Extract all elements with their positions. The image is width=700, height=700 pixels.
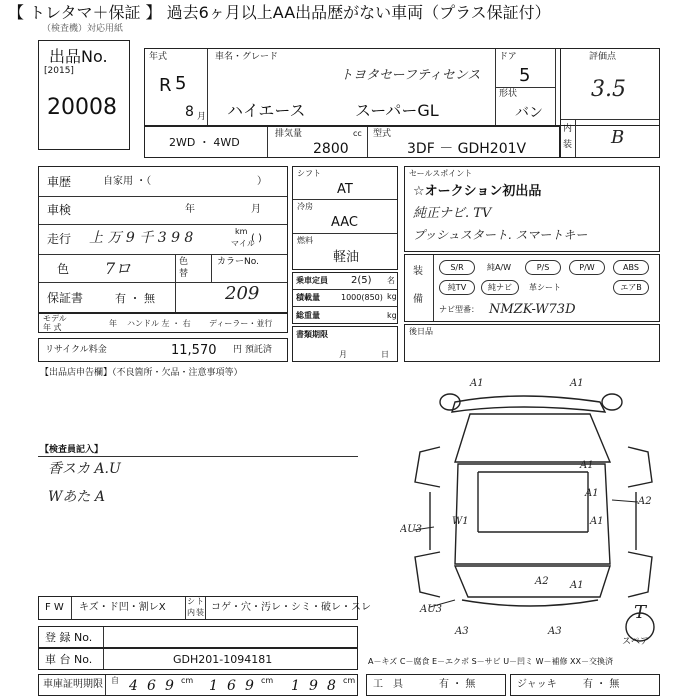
equip-airbag: エアB [613,280,649,295]
equip-power-steering: P/S [525,260,561,275]
cert-digit-5: 6 [227,678,236,694]
recycle-box [38,338,288,362]
capacity-label: 乗車定員 [296,276,328,285]
car-diagram [400,372,700,662]
drive-type: 2WD ・ 4WD [169,136,240,149]
spec-box [144,126,560,158]
cert-digit-4: 1 [209,678,218,694]
model-year-box [38,313,288,333]
navi-model-value: NMZK-W73D [489,302,576,317]
color-change-1: 色 [179,257,189,267]
mark-front-right: A1 [570,378,584,389]
color-code-value: 209 [225,283,260,304]
cert-digit-7: 1 [291,678,300,694]
sub-header: （検査機）対応用紙 [42,24,124,34]
color-label: 色 [57,262,70,276]
spare-mark: T [634,602,647,623]
right-mirror [602,394,622,410]
sales-point-line-2: 純正ナビ. TV [413,206,492,221]
cert-digit-3: 9 [165,678,174,694]
mileage-label: 走行 [47,232,72,246]
spare-label: スペア [622,637,650,647]
cert-unit-2: cm [261,676,274,685]
hood [455,414,610,462]
mark-right-side: A2 [638,496,652,507]
load-label: 積載量 [296,293,320,302]
tools-box [366,674,506,696]
cert-row [38,674,358,696]
shift-value: AT [337,182,353,197]
rear-label: 後日品 [409,327,433,336]
warranty-label: 保証書 [47,291,84,305]
mark-rear-right: A1 [570,580,584,591]
equip-alloy-wheels: 純A/W [486,263,512,272]
mileage-unit-mile: マイル [231,239,255,248]
mark-bumper-left: A3 [455,626,469,637]
mark-left-panel: W1 [452,516,469,527]
defect-items: キズ・ド凹・割レX [79,602,166,613]
mileage-paren: ( ) [251,233,262,244]
recycle-label: リサイクル料金 [45,345,107,355]
equip-power-windows: P/W [569,260,605,275]
sales-point-line-3: プッシュスタート. スマートキー [413,228,588,242]
recycle-unit: 円 預託済 [233,345,272,355]
displacement-label: 排気量 [275,129,303,139]
dealer-value: ディーラー・並行 [209,319,273,328]
model-year-label-2: 年 式 [43,323,62,332]
interior-value: B [611,127,625,148]
mark-bumper-right: A3 [548,626,562,637]
registration-day: 日 [381,350,389,359]
cert-unit-1: cm [181,676,194,685]
rear-box [404,324,660,362]
cert-digit-1: 4 [129,678,138,694]
gross-label: 総重量 [296,311,320,320]
reg-label: 登 録 No. [45,631,93,644]
equipment-label-1: 装 [413,266,423,277]
handle-value: ハンドル 左 ・ 右 [127,319,191,328]
lot-label: 出品No. [49,47,108,66]
mark-rear-center: A2 [535,576,549,587]
right-front-fender [628,447,652,487]
mark-front-left: A1 [470,378,484,389]
defect-seat-4: 装 [196,608,204,617]
capacity-value: 2(5) [351,275,372,286]
right-rear-fender [628,552,652,597]
defect-seat-3: 内 [187,608,195,617]
defect-seat-1: シ [187,597,195,606]
lot-number: 20008 [47,95,117,120]
equip-leather: 革シート [529,283,561,292]
mark-right-door: A1 [585,488,599,499]
mileage-unit-km: km [235,227,248,236]
gross-unit: kg [387,311,397,320]
color-value: 7ロ [105,259,132,278]
fuel-value: 軽油 [333,250,360,265]
interior-label-1: 内 [563,124,573,134]
defect-items-2: コゲ・穴・汚レ・シミ・破レ・スレ [211,602,371,613]
year-label: 年式 [149,52,168,62]
equip-tv: 純TV [439,280,475,295]
sales-point-box [404,166,660,252]
cert-digit-9: 8 [327,678,336,694]
front-bumper [452,396,605,412]
color-code-label: カラーNo. [217,257,259,267]
shape-value: バン [515,105,543,121]
info-box [38,166,288,313]
roof [478,472,588,532]
doors-value: 5 [519,65,531,86]
navi-model-label: ナビ型番： [439,305,479,314]
score-value: 3.5 [591,77,626,102]
mark-right-rear: A1 [590,516,604,527]
equip-navi: 純ナビ [481,280,519,295]
chassis-row [38,648,358,670]
cert-digit-8: 9 [309,678,318,694]
shape-label: 形状 [499,89,518,99]
sales-point-line-1: ☆オークション初出品 [413,184,542,199]
inspector-note-2: Wあた A [48,489,105,505]
recycle-value: 11,570 [171,343,217,358]
registration-month: 月 [339,350,347,359]
equip-abs: ABS [613,260,649,275]
jack-value: 有 ・ 無 [583,679,620,690]
name-handwritten: トヨタセーフティセンス [340,68,481,83]
grade-name: スーパーGL [355,101,439,120]
jack-box [510,674,660,696]
rear-bumper [462,600,598,606]
banner: 【 トレタマ＋保証 】 過去6ヶ月以上AA出品歴がない車両（プラス保証付） [8,3,551,22]
capacity-unit: 名 [387,276,395,285]
score-box [560,48,660,158]
fuel-label: 燃料 [297,236,313,245]
inspector-label: 【検査員記入】 [40,445,104,455]
inspection-year-unit: 年 [185,204,195,215]
reg-row [38,626,358,648]
defect-fw-label: F W [45,602,64,613]
score-label: 評価点 [589,52,617,62]
color-change-2: 替 [179,269,189,279]
rear-body [455,566,610,597]
left-rear-fender [415,552,440,597]
tools-label: 工 具 [373,679,403,690]
displacement-value: 2800 [313,141,349,157]
capacity-box [292,272,398,324]
ac-value: AAC [331,215,358,230]
left-front-fender [415,447,440,487]
defect-row [38,596,371,620]
inspection-label: 車検 [47,203,72,217]
shop-notes-label: 【出品店申告欄】（不良箇所・欠品・注意事項等） [40,368,243,378]
doors-label: ドア [499,52,517,62]
equipment-label-2: 備 [413,294,423,305]
mech-box [292,166,398,270]
tools-value: 有 ・ 無 [439,679,476,690]
lot-box [38,40,130,150]
load-value: 1000(850) [341,293,383,302]
name-label: 車名・グレード [215,52,279,62]
cert-digit-2: 6 [147,678,156,694]
warranty-value: 有 ・ 無 [115,292,155,305]
chassis-label: 車 台 No. [45,653,93,666]
equipment-box [404,254,660,322]
ac-label: 冷房 [297,202,313,211]
chassis-value: GDH201-1094181 [173,653,273,666]
year-month: 8 [185,104,194,120]
mark-hood: A1 [580,460,594,471]
legend-text: A－キズ C－腐食 E－エクボ S－サビ U－凹ミ W－補修 XX－交換済 [368,657,614,666]
mileage-value: 上 万 9 千 3 9 8 [89,230,194,246]
cert-unit-3: cm [343,676,356,685]
lot-tag: [2015] [44,66,74,76]
load-unit: kg [387,292,397,301]
sales-point-label: セールスポイント [409,169,473,178]
year-month-unit: 月 [197,112,207,122]
jack-label: ジャッキ [517,679,557,690]
year-value: 5 [175,73,187,94]
year-era: R [159,75,172,96]
defect-seat-2: ト [196,597,204,606]
model-year-label-1: モデル [43,314,67,323]
model-code-label: 型式 [373,129,392,139]
cert-label: 車庫証明期限 [43,679,103,690]
history-value: 自家用 ・（ [103,176,152,187]
interior-label-2: 装 [563,140,573,150]
registration-label: 書類期限 [296,330,328,339]
shift-label: シフト [297,169,321,178]
equip-sunroof: S/R [439,260,475,275]
mark-leader-a2 [612,500,638,502]
history-label: 車歴 [47,175,72,189]
model-name: ハイエース [227,101,306,120]
mark-rear-left: AU3 [420,604,443,615]
displacement-unit: cc [353,129,362,138]
mark-left-side: AU3 [400,524,423,535]
inspection-month-unit: 月 [251,204,261,215]
inspector-note-1: 香スカ A.U [48,461,121,477]
history-close: ） [257,176,267,187]
model-code-value: 3DF － GDH201V [407,141,527,157]
cert-mark: 自 [111,676,119,685]
cert-digit-6: 9 [245,678,254,694]
model-year-unit: 年 [109,319,117,328]
registration-box [292,326,398,362]
